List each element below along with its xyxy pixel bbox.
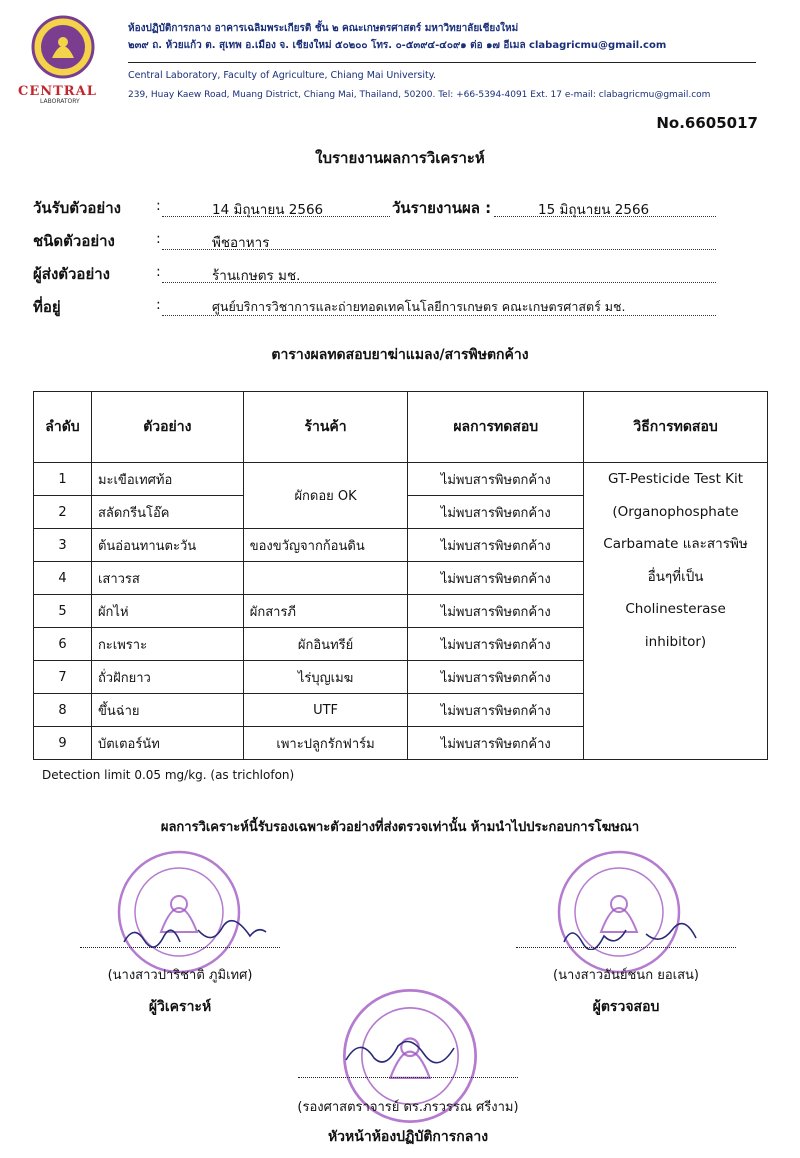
row-result: ไม่พบสารพิษตกค้าง xyxy=(408,628,584,661)
analyst-name: (นางสาวปาริชาติ ภูมิเทศ) xyxy=(107,968,253,983)
method-line: inhibitor) xyxy=(644,633,707,650)
row-result: ไม่พบสารพิษตกค้าง xyxy=(408,595,584,628)
head-signature xyxy=(340,1030,460,1070)
row-no: 2 xyxy=(34,496,92,529)
sender-label: ผู้ส่งตัวอย่าง xyxy=(33,265,110,283)
results-table xyxy=(33,391,768,760)
row-result: ไม่พบสารพิษตกค้าง xyxy=(408,496,584,529)
method-line: อื่นๆที่เป็น xyxy=(647,568,704,585)
row-result: ไม่พบสารพิษตกค้าง xyxy=(408,661,584,694)
checker-name: (นางสาวอันย์ชนก ยอเสน) xyxy=(553,968,699,983)
method-line: (Organophosphate xyxy=(612,503,739,520)
table-title: ตารางผลทดสอบยาฆ่าแมลง/สารพิษตกค้าง xyxy=(271,347,529,363)
logo-text: CENTRAL xyxy=(18,84,97,99)
colon: : xyxy=(156,264,161,280)
row-shop: ผักดอย OK xyxy=(243,463,408,529)
row-no: 6 xyxy=(34,628,92,661)
row-shop: UTF xyxy=(243,694,408,727)
row-shop-empty xyxy=(243,562,408,595)
sample-type-value: พืชอาหาร xyxy=(212,235,270,251)
row-sample: บัตเตอร์นัท xyxy=(91,727,243,760)
checker-role: ผู้ตรวจสอบ xyxy=(592,999,660,1015)
header-thai-line-2: ๒๓๙ ถ. ห้วยแก้ว ต. สุเทพ อ.เมือง จ. เชียงใหม่ ๕๐๒๐๐ โทร. ๐-๕๓๙๔-๔๐๙๑ ต่อ ๑๗ อีเมล clabagricmu@gmail.com xyxy=(128,40,667,51)
header-method: วิธีการทดสอบ xyxy=(584,392,768,463)
analyst-signature-line xyxy=(80,946,280,948)
row-no: 3 xyxy=(34,529,92,562)
detection-limit-note: Detection limit 0.05 mg/kg. (as trichlofon) xyxy=(42,768,295,782)
header-result: ผลการทดสอบ xyxy=(408,392,584,463)
official-stamp-left xyxy=(115,848,243,976)
table-header-row xyxy=(34,392,768,463)
header-en-line-1: Central Laboratory, Faculty of Agriculture, Chiang Mai University. xyxy=(128,70,436,81)
row-result: ไม่พบสารพิษตกค้าง xyxy=(408,463,584,496)
report-date-label: วันรายงานผล : xyxy=(392,199,492,217)
received-date-value: 14 มิถุนายน 2566 xyxy=(212,202,324,218)
row-result: ไม่พบสารพิษตกค้าง xyxy=(408,562,584,595)
row-no: 5 xyxy=(34,595,92,628)
address-value: ศูนย์บริการวิชาการและถ่ายทอดเทคโนโลยีการเกษตร คณะเกษตรศาสตร์ มช. xyxy=(212,299,626,314)
report-date-value: 15 มิถุนายน 2566 xyxy=(538,202,650,218)
row-result: ไม่พบสารพิษตกค้าง xyxy=(408,727,584,760)
header-en-line-2: 239, Huay Kaew Road, Muang District, Chiang Mai, Thailand, 50200. Tel: +66-5394-4091 Ext. 17 e-mail: clabagricmu@gmail.com xyxy=(128,90,711,100)
address-label: ที่อยู่ xyxy=(33,298,61,316)
sample-type-label: ชนิดตัวอย่าง xyxy=(33,232,115,250)
row-sample: ถั่วฝักยาว xyxy=(91,661,243,694)
row-shop: เพาะปลูกรักฟาร์ม xyxy=(243,727,408,760)
row-sample: เสาวรส xyxy=(91,562,243,595)
disclaimer: ผลการวิเคราะห์นี้รับรองเฉพาะตัวอย่างที่ส่งตรวจเท่านั้น ห้ามนำไปประกอบการโฆษณา xyxy=(160,820,640,835)
row-no: 4 xyxy=(34,562,92,595)
method-line: GT-Pesticide Test Kit xyxy=(608,471,744,487)
row-no: 1 xyxy=(34,463,92,496)
analyst-role: ผู้วิเคราะห์ xyxy=(148,999,212,1015)
header-shop: ร้านค้า xyxy=(243,392,408,463)
row-result: ไม่พบสารพิษตกค้าง xyxy=(408,694,584,727)
row-shop: ผักอินทรีย์ xyxy=(243,628,408,661)
header-sample: ตัวอย่าง xyxy=(91,392,243,463)
analyst-signature xyxy=(120,916,270,950)
row-sample: ผักไห่ xyxy=(91,595,243,628)
row-sample: ต้นอ่อนทานตะวัน xyxy=(91,529,243,562)
row-sample: มะเขือเทศท้อ xyxy=(91,463,243,496)
head-signature-line xyxy=(298,1076,518,1078)
method-line: Carbamate และสารพิษ xyxy=(603,536,748,552)
header-divider xyxy=(128,62,756,63)
method-line: Cholinesterase xyxy=(625,601,726,617)
head-role: หัวหน้าห้องปฏิบัติการกลาง xyxy=(327,1129,489,1145)
head-name: (รองศาสตราจารย์ ดร.ภรวรรณ ศรีงาม) xyxy=(297,1100,519,1115)
row-no: 7 xyxy=(34,661,92,694)
row-sample: กะเพราะ xyxy=(91,628,243,661)
row-shop: ไร่บุญเมฆ xyxy=(243,661,408,694)
row-no: 9 xyxy=(34,727,92,760)
logo-subtext: LABORATORY xyxy=(40,98,80,105)
colon: : xyxy=(156,297,161,313)
table-row xyxy=(34,463,768,496)
row-sample: สลัดกรีนโอ๊ค xyxy=(91,496,243,529)
row-no: 8 xyxy=(34,694,92,727)
header-no: ลำดับ xyxy=(34,392,92,463)
checker-signature-line xyxy=(516,946,736,948)
header-thai-line-1: ห้องปฏิบัติการกลาง อาคารเฉลิมพระเกียรติ ชั้น ๒ คณะเกษตรศาสตร์ มหาวิทยาลัยเชียงใหม่ xyxy=(128,23,519,34)
document-number: No.6605017 xyxy=(656,114,758,132)
received-date-label: วันรับตัวอย่าง xyxy=(33,199,121,217)
colon: : xyxy=(156,231,161,247)
test-method-cell xyxy=(584,463,768,760)
row-result: ไม่พบสารพิษตกค้าง xyxy=(408,529,584,562)
colon: : xyxy=(156,198,161,214)
report-title: ใบรายงานผลการวิเคราะห์ xyxy=(315,149,485,167)
row-shop: ผักสารภี xyxy=(243,595,408,628)
sender-value: ร้านเกษตร มช. xyxy=(212,268,301,284)
official-stamp-right xyxy=(555,848,683,976)
row-sample: ขึ้นฉ่าย xyxy=(91,694,243,727)
row-shop: ของขวัญจากก้อนดิน xyxy=(243,529,408,562)
